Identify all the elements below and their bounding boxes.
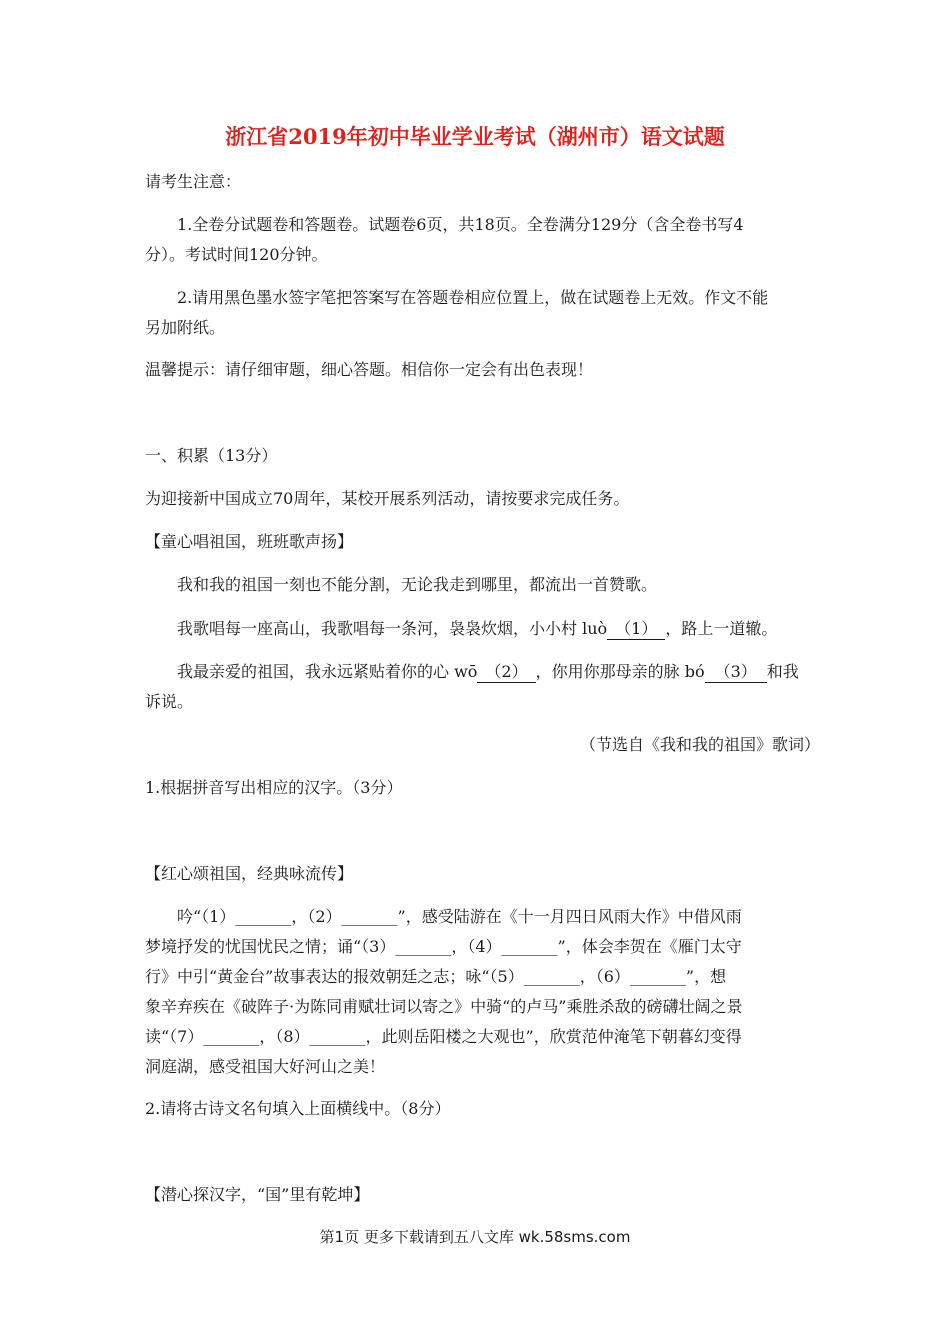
section-1-heading: 一、积累（13分）: [145, 446, 278, 465]
page-title: 浙江省2019年初中毕业学业考试（湖州市）语文试题: [225, 124, 725, 149]
notice-item-2-line-2: 另加附纸。: [145, 318, 226, 337]
blank-3: （3）: [705, 662, 767, 683]
block-2-line-2: 梦境抒发的忧国忧民之情；诵“（3）_______，（4）_______”，体会李贺在《雁门太守: [145, 937, 742, 956]
notice-tip: 温馨提示：请仔细审题，细心答题。相信你一定会有出色表现！: [145, 360, 594, 379]
notice-item-1-line-2: 分）。考试时间120分钟。: [145, 245, 328, 264]
blank-2: （2）: [477, 662, 535, 683]
question-2: 2.请将古诗文名句填入上面横线中。（8分）: [145, 1099, 451, 1118]
block-2-line-4: 象辛弃疾在《破阵子·为陈同甫赋壮词以寄之》中骑“的卢马”乘胜杀敌的磅礴壮阔之景: [145, 997, 743, 1016]
block-1-paragraph-2: [177, 617, 777, 641]
block-3-title: 【潜心探汉字，“国”里有乾坤】: [145, 1185, 370, 1204]
block-1-paragraph-3-line-2: 诉说。: [145, 692, 194, 711]
block-1-source: （节选自《我和我的祖国》歌词）: [580, 735, 821, 754]
notice-heading: 请考生注意：: [145, 172, 242, 191]
blank-1: （1）: [607, 619, 665, 640]
block-2-line-1: 吟“（1）_______，（2）_______”，感受陆游在《十一月四日风雨大作》中借风雨: [177, 907, 742, 926]
block-2-line-3: 行》中引“黄金台”故事表达的报效朝廷之志；咏“（5）_______，（6）_______”，想: [145, 967, 727, 986]
page-footer: 第1页 更多下载请到五八文库 wk.58sms.com: [319, 1228, 631, 1246]
paragraph-2-text-b: ，路上一道辙。: [665, 619, 778, 638]
paragraph-3-text-b: ，你用你那母亲的脉 bó: [535, 662, 705, 681]
question-1: 1.根据拼音写出相应的汉字。（3分）: [145, 778, 403, 797]
block-1-paragraph-3: [177, 660, 799, 684]
notice-item-2-line-1: 2.请用黑色墨水签字笔把答案写在答题卷相应位置上，做在试题卷上无效。作文不能: [177, 288, 769, 307]
section-1-intro: 为迎接新中国成立70周年，某校开展系列活动，请按要求完成任务。: [145, 489, 630, 508]
paragraph-2-text-a: 我歌唱每一座高山，我歌唱每一条河，袅袅炊烟，小小村 luò: [177, 619, 608, 638]
paragraph-3-text-c: 和我: [766, 662, 799, 681]
block-1-title: 【童心唱祖国，班班歌声扬】: [145, 532, 354, 551]
paragraph-3-text-a: 我最亲爱的祖国，我永远紧贴着你的心 wō: [177, 662, 478, 681]
block-2-line-5: 读“（7）_______，（8）_______，此则岳阳楼之大观也”，欣赏范仲淹笔下朝暮幻变得: [145, 1027, 742, 1046]
block-2-line-6: 洞庭湖，感受祖国大好河山之美！: [145, 1057, 386, 1076]
block-2-title: 【红心颂祖国，经典咏流传】: [145, 864, 354, 883]
block-1-paragraph-1: 我和我的祖国一刻也不能分割，无论我走到哪里，都流出一首赞歌。: [177, 575, 658, 594]
notice-item-1-line-1: 1.全卷分试题卷和答题卷。试题卷6页，共18页。全卷满分129分（含全卷书写4: [177, 215, 744, 234]
